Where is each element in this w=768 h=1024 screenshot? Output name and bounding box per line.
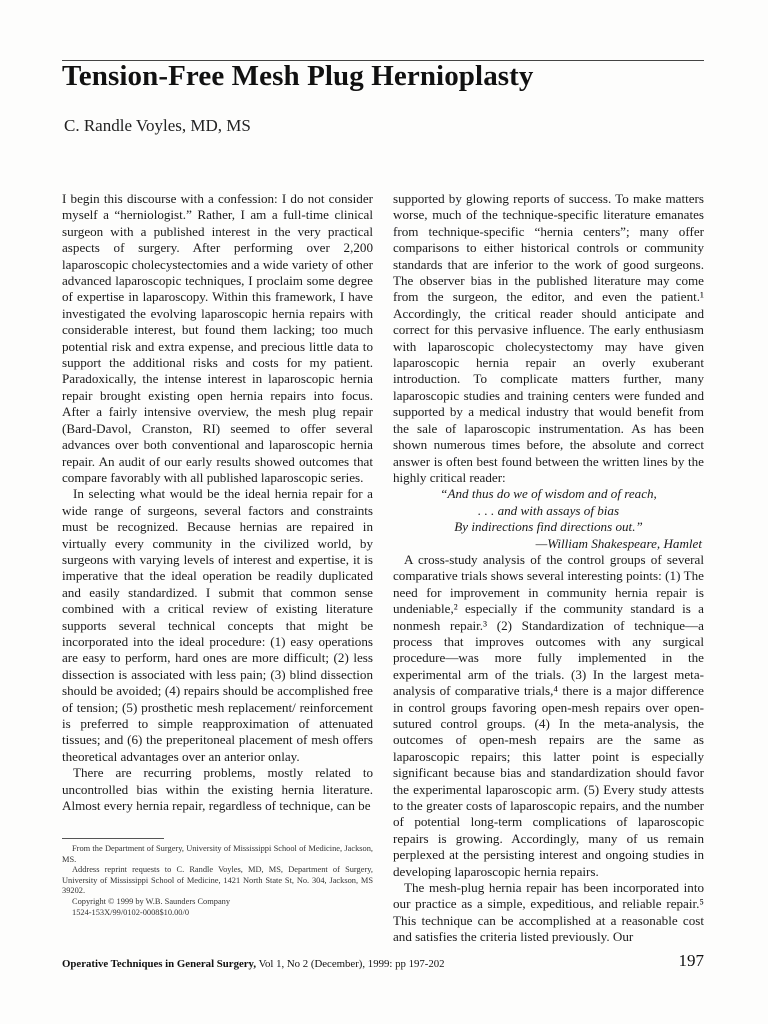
- quote-attribution: —William Shakespeare, Hamlet: [535, 535, 702, 551]
- article-title: Tension-Free Mesh Plug Hernioplasty: [62, 60, 534, 92]
- body-paragraph: supported by glowing reports of success. To make matters worse, much of the technique-specific literature emanates from technique-specific “hernia centers”; many offer comparisons to either historical controls or community standards that are inferior to the work of good surgeons. The observer bias in the published literature may come from the surgeon, the editor, and even the patient.¹ Accordingly, the critical reader should anticipate and correct for this pervasive influence. The early enthusiasm with laparoscopic cholecystectomy may have given laparoscopic hernia repair an overly exuberant introduction. To complicate matters further, many laparoscopic studies and training centers were funded and supported by a medical industry that would benefit from the sale of laparoscopic instrumentation. As has been shown numerous times before, the absolute and correct answer is often best found between the written lines by the highly critical reader:: [393, 191, 704, 485]
- footnote-rule: [62, 838, 164, 839]
- body-paragraph: A cross-study analysis of the control groups of several comparative trials shows several interesting points: (1) The need for improvement in community hernia repair is undeniable,² especially if the community standard is a nonmesh repair.³ (2) Standardization of technique—a process that improves outcomes with any surgical procedure—was more fully implemented in the experimental arm of the trials. (3) In the largest meta-analysis of comparative trials,⁴ there is a major difference in control groups favoring open-mesh repairs over open-sutured control groups. (4) In the meta-analysis, the outcomes of open-mesh repairs are the same as laparoscopic repairs; this latter point is especially significant because bias and standardization should favor the experimental laparoscopic arm. (5) Every study attests to the greater costs of laparoscopic repairs, and the number of potential long-term complications of laparoscopic repairs is growing. Accordingly, many of us remain perplexed at the persisting interest and ongoing studies in developing laparoscopic hernia repairs.: [393, 551, 704, 879]
- quote-line: . . . and with assays of bias: [477, 502, 620, 518]
- page-number: 197: [678, 951, 704, 970]
- reprint-note: Address reprint requests to C. Randle Voyles, MD, MS, Department of Surgery, University of Mississippi School of Medicine, 1421 North State St, No. 304, Jackson, MS 39202.: [62, 865, 373, 896]
- quote-line: “And thus do we of wisdom and of reach,: [440, 486, 657, 502]
- running-footer: [62, 951, 704, 970]
- epigraph-quote: [393, 486, 704, 552]
- journal-citation: Vol 1, No 2 (December), 1999: pp 197-202: [256, 958, 445, 970]
- body-paragraph: In selecting what would be the ideal hernia repair for a wide range of surgeons, several factors and constraints must be recognized. Because hernias are repaired in virtually every community in the civilized world, by surgeons with varying levels of interest and expertise, it is imperative that the ideal operation be readily duplicated and easily standardized. I submit that common sense combined with a critical review of existing literature supports several technical concepts that might be incorporated into the ideal procedure: (1) easy operations are easy to perform, hard ones are more difficult; (2) less dissection is associated with less pain; (3) blind dissection should be avoided; (4) repairs should be accomplished free of tension; (5) prosthetic mesh replacement/ reinforcement is preferred to simple reapproximation of attenuated tissues; and (6) the preperitoneal placement of mesh offers theoretical advantages over an anterior onlay.: [62, 486, 373, 764]
- journal-name: Operative Techniques in General Surgery,: [62, 958, 257, 970]
- body-paragraph: There are recurring problems, mostly related to uncontrolled bias within the existing hernia literature. Almost every hernia repair, regardless of technique, can be: [62, 765, 373, 814]
- body-paragraph: I begin this discourse with a confession: I do not consider myself a “herniologist.” Rather, I am a full-time clinical surgeon with a published interest in the very practical aspects of surgery. After performing over 2,200 laparoscopic cholecystectomies and a wide variety of other advanced laparoscopic techniques, I proclaim some degree of expertise in laparoscopy. Within this framework, I have investigated the evolving laparoscopic hernia repairs with considerable interest, but found them lacking; too much potential risk and extra expense, and precious little data to support the additional risks and costs for my patient. Paradoxically, the intense interest in laparoscopic hernia repair brought existing open hernia repairs into focus. After a fairly intensive overview, the mesh plug repair (Bard-Davol, Cranston, RI) seemed to offer several advances over both conventional and laparoscopic hernia repair. An audit of our early results showed outcomes that compare favorably with all published laparoscopic series.: [62, 191, 373, 485]
- issn-note: 1524-153X/99/0102-0008$10.00/0: [72, 907, 190, 917]
- body-paragraph: The mesh-plug hernia repair has been incorporated into our practice as a simple, expeditious, and reliable repair.⁵ This technique can be accomplished at a reasonable cost and satisfies the criteria listed previously. Our: [393, 880, 704, 945]
- copyright-note: Copyright © 1999 by W.B. Saunders Company: [72, 896, 231, 906]
- affiliation-note: From the Department of Surgery, University of Mississippi School of Medicine, Jackson, MS.: [62, 844, 373, 864]
- quote-line: By indirections find directions out.”: [454, 519, 643, 535]
- footnotes: [62, 844, 373, 918]
- left-column: [62, 191, 373, 814]
- author-line: C. Randle Voyles, MD, MS: [64, 116, 251, 135]
- right-column: [393, 191, 704, 946]
